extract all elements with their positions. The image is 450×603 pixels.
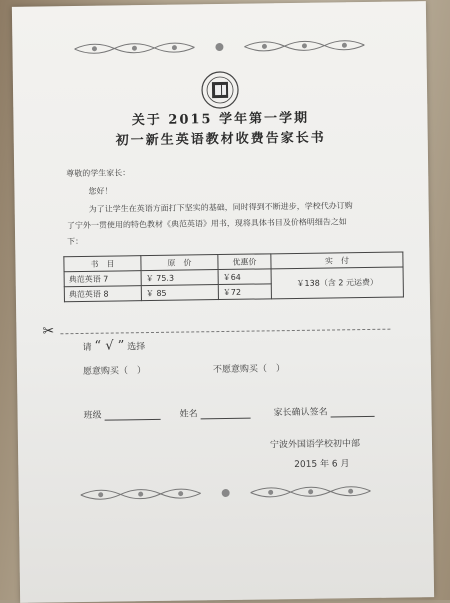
top-ornament-border xyxy=(74,36,364,58)
greeting: 您好！ xyxy=(88,186,113,196)
notice-paper xyxy=(12,1,434,603)
discount-price: ￥72 xyxy=(218,284,271,300)
header-original: 原 价 xyxy=(141,255,218,271)
paid-amount: ￥138（含 2 元运费） xyxy=(271,267,403,299)
class-label: 班级 xyxy=(83,410,102,421)
name-label: 姓名 xyxy=(179,409,198,420)
signature-blank[interactable] xyxy=(330,407,374,418)
cut-line xyxy=(60,329,390,335)
bottom-ornament-border xyxy=(81,482,371,504)
class-blank[interactable] xyxy=(104,410,160,421)
choose-suffix: 选择 xyxy=(127,342,146,353)
header-discount: 优惠价 xyxy=(218,254,271,270)
name-field[interactable] xyxy=(179,406,250,420)
original-price: ￥ 85 xyxy=(141,285,218,301)
original-price: ￥ 75.3 xyxy=(141,270,218,286)
disagree-option[interactable]: 不愿意购买（ ） xyxy=(212,364,286,376)
notice-title-line2: 初一新生英语教材收费告家长书 xyxy=(115,130,326,149)
discount-price: ￥64 xyxy=(218,269,271,285)
body-line-3: 下： xyxy=(67,236,84,247)
price-table xyxy=(63,251,404,302)
school-logo-icon xyxy=(200,70,241,111)
check-mark-icon: “ √ ” xyxy=(94,338,125,354)
header-book: 书 目 xyxy=(64,256,141,272)
body-line-2: 了宁外一贯使用的特色教材《典范英语》用书，现将具体书目及价格明细告之如 xyxy=(66,217,347,231)
signature-field[interactable] xyxy=(273,404,374,418)
salutation: 尊敬的学生家长： xyxy=(66,168,131,179)
body-line-1: 为了让学生在英语方面打下坚实的基础，同时得到不断进步，学校代办订购 xyxy=(88,201,353,214)
signature-label: 家长确认签名 xyxy=(273,407,328,419)
agree-option[interactable]: 愿意购买（ ） xyxy=(82,366,147,377)
choose-prefix: 请 xyxy=(82,342,92,353)
school-name: 宁波外国语学校初中部 xyxy=(269,439,361,451)
name-blank[interactable] xyxy=(200,409,250,420)
class-field[interactable] xyxy=(83,407,160,421)
book-name: 典范英语 8 xyxy=(64,286,141,302)
notice-date: 2015 年 6 月 xyxy=(294,459,350,471)
header-paid: 实 付 xyxy=(271,252,403,269)
choose-instruction xyxy=(83,338,146,354)
scissors-icon: ✂ xyxy=(42,323,55,340)
notice-title-line1: 关于 2015 学年第一学期 xyxy=(131,110,310,129)
book-name: 典范英语 7 xyxy=(64,271,141,287)
